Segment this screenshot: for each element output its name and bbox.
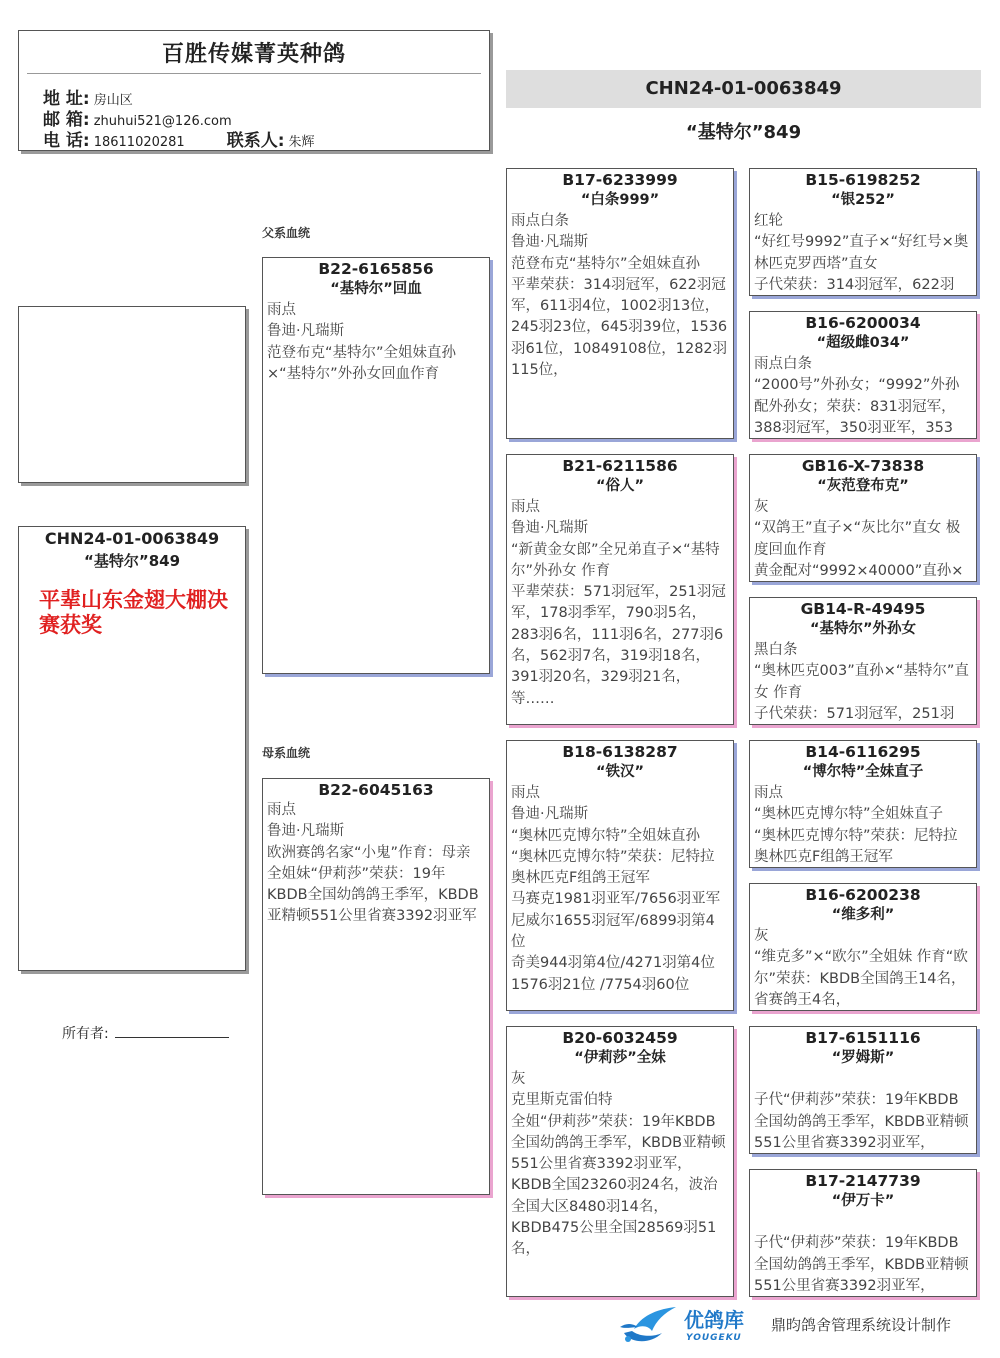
sss-ring: B15-6198252 <box>805 171 921 189</box>
sds-card <box>749 454 977 582</box>
dsd-details: 灰 “维克多”×“欧尔”全姐妹 作育“欧尔”荣获：KBDB全国鸽王14名，省赛鸽王4名， <box>754 928 968 1008</box>
sire-details: 雨点 鲁迪·凡瑞斯 范登布克“基特尔”全姐妹直孙×“基特尔”外孙女回血作育 <box>267 302 457 382</box>
sire-section-label: 父系血统 <box>262 226 311 240</box>
dam-dam-ring: B20-6032459 <box>562 1029 678 1047</box>
main-pigeon-name: “基特尔”849 <box>685 122 802 143</box>
phone-row <box>43 126 315 151</box>
header-card <box>18 30 490 151</box>
pigeon-photo-frame <box>18 306 246 483</box>
sire-dam-name: “俗人” <box>595 478 645 494</box>
ssd-name: “超级雌034” <box>816 335 910 351</box>
sire-sire-card <box>506 168 734 439</box>
dam-sire-details: 雨点 鲁迪·凡瑞斯 “奥林匹克博尔特”全姐妹直孙 “奥林匹克博尔特”荣获：尼特拉奥林匹克F组鸽王冠军 马赛克1981羽亚军/7656羽亚军 尼威尔1655羽冠军/6899羽第4位 奇美944羽第4位/4271羽第4位 1576羽21位 /7754羽60位 <box>511 785 721 993</box>
sire-card <box>262 257 490 674</box>
owner-label: 所有者: <box>62 1026 109 1042</box>
dam-section-label: 母系血统 <box>262 746 311 760</box>
dds-card <box>749 1026 977 1154</box>
dss-details: 雨点 “奥林匹克博尔特”全姐妹直子 “奥林匹克博尔特”荣获：尼特拉奥林匹克F组鸽王冠军 <box>754 785 958 865</box>
ddd-name: “伊万卡” <box>831 1193 895 1209</box>
dam-sire-card <box>506 740 734 1011</box>
owner-field <box>62 1023 229 1043</box>
contact-label: 联系人: <box>226 131 285 151</box>
dam-details: 雨点 鲁迪·凡瑞斯 欧洲赛鸽名家“小鬼”作育：母亲全姐妹“伊莉莎”荣获：19年KBDB全国幼鸽鸽王季军，KBDB亚精顿551公里省赛3392羽亚军 <box>267 802 479 925</box>
sdd-ring: GB14-R-49495 <box>800 600 926 618</box>
sss-details: 红轮 “好红号9992”直子×“好红号×奥林匹克罗西塔”直女 子代荣获：314羽冠军，622羽 <box>754 213 969 293</box>
address-label: 地 址: <box>43 89 90 109</box>
sdd-details: 黑白条 “奥林匹克003”直孙×“基特尔”直女 作育 子代荣获：571羽冠军，251羽 <box>754 642 969 722</box>
dds-details: 子代“伊莉莎”荣获：19年KBDB全国幼鸽鸽王季军，KBDB亚精顿551公里省赛3392羽亚军， <box>754 1092 969 1151</box>
dsd-name: “维多利” <box>831 907 895 923</box>
sire-dam-card <box>506 454 734 725</box>
loft-title: 百胜传媒菁英种鸽 <box>161 42 346 67</box>
ssd-card <box>749 311 977 439</box>
ssd-details: 雨点白条 “2000号”外孙女；“9992”外孙配外孙女；荣获：831羽冠军，388羽冠军，350羽亚军，353 <box>754 356 960 436</box>
sire-ring: B22-6165856 <box>318 260 434 278</box>
logo-english-text: YOUGEKU <box>686 1333 742 1343</box>
dss-ring: B14-6116295 <box>805 743 921 761</box>
address-value: 房山区 <box>93 93 133 108</box>
dam-dam-card <box>506 1026 734 1297</box>
sire-sire-ring: B17-6233999 <box>562 171 678 189</box>
dsd-card <box>749 883 977 1011</box>
contact-value: 朱辉 <box>288 135 315 150</box>
dss-name: “博尔特”全妹直子 <box>802 764 924 780</box>
ddd-ring: B17-2147739 <box>805 1172 921 1190</box>
dds-name: “罗姆斯” <box>831 1050 895 1066</box>
sds-ring: GB16-X-73838 <box>801 457 925 475</box>
header-divider <box>27 73 481 74</box>
phone-value: 18611020281 <box>93 135 185 150</box>
sdd-card <box>749 597 977 725</box>
sire-dam-details: 雨点 鲁迪·凡瑞斯 “新黄金女郎”全兄弟直子×“基特尔”外孙女 作育 平辈荣获：571羽冠军，251羽冠军，178羽季军，790羽5名，283羽6名，111羽6名，277羽6名，562羽7名，319羽18名，391羽20名，329羽21名，等…… <box>511 499 726 707</box>
dss-card <box>749 740 977 868</box>
dsd-ring: B16-6200238 <box>805 886 921 904</box>
dam-dam-name: “伊莉莎”全妹 <box>574 1050 666 1066</box>
subject-name: “基特尔”849 <box>83 552 181 570</box>
subject-card <box>18 526 246 971</box>
main-ring-banner: CHN24-01-0063849 <box>506 70 981 108</box>
sire-sire-details: 雨点白条 鲁迪·凡瑞斯 范登布克“基特尔”全姐妹直孙 平辈荣获：314羽冠军，622羽冠军，611羽4位，1002羽13位，245羽23位，645羽39位，1536羽61位，10849108位，1282羽115位， <box>511 213 728 379</box>
dam-dam-details: 灰 克里斯克雷伯特 全姐“伊莉莎”荣获：19年KBDB全国幼鸽鸽王季军，KBDB亚精顿551公里省赛3392羽亚军，KBDB全国23260羽24名，波治全国大区8480羽14名，KBDB475公里全国28569羽51名， <box>511 1071 726 1258</box>
ddd-details: 子代“伊莉莎”荣获：19年KBDB全国幼鸽鸽王季军，KBDB亚精顿551公里省赛3392羽亚军， <box>754 1235 969 1294</box>
logo-chinese-text: 优鸽库 <box>684 1308 744 1332</box>
phone-label: 电 话: <box>43 131 90 151</box>
bird-logo-icon <box>618 1303 680 1347</box>
dam-sire-ring: B18-6138287 <box>562 743 678 761</box>
email-label: 邮 箱: <box>43 110 90 130</box>
subject-ring: CHN24-01-0063849 <box>44 529 220 548</box>
dam-ring: B22-6045163 <box>318 781 434 799</box>
ssd-ring: B16-6200034 <box>805 314 921 332</box>
yougeku-logo <box>618 1303 758 1347</box>
ddd-card <box>749 1169 977 1297</box>
sds-name: “灰范登布克” <box>817 478 909 494</box>
sds-details: 灰 “双鸽王”直子×“灰比尔”直女 极度回血作育 黄金配对“9992×40000”直孙× <box>754 499 964 579</box>
sire-dam-ring: B21-6211586 <box>562 457 678 475</box>
subject-award: 平辈山东金翅大棚决赛获奖 <box>39 587 228 637</box>
sire-sire-name: “白条999” <box>580 192 660 208</box>
footer-credit: 鼎昀鸽舍管理系统设计制作 <box>771 1316 952 1334</box>
sss-name: “银252” <box>831 192 895 208</box>
dam-card <box>262 778 490 1195</box>
sss-card <box>749 168 977 296</box>
email-value: zhuhui521@126.com <box>93 114 232 129</box>
dam-sire-name: “铁汉” <box>595 764 645 780</box>
owner-blank-line <box>115 1025 229 1038</box>
sdd-name: “基特尔”外孙女 <box>809 621 917 637</box>
sire-name: “基特尔”回血 <box>330 281 422 297</box>
dds-ring: B17-6151116 <box>805 1029 921 1047</box>
